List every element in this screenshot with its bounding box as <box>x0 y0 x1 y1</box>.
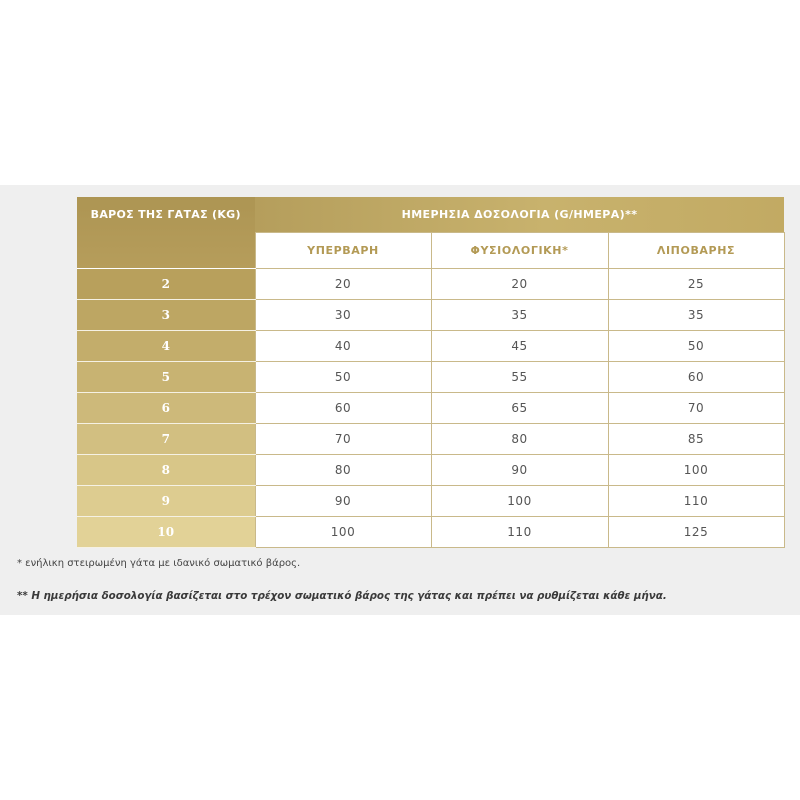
weight-cell: 8 <box>77 455 255 486</box>
value-cell-overweight: 90 <box>255 486 431 517</box>
value-cell-normal: 90 <box>431 455 608 486</box>
value-cell-normal: 35 <box>431 300 608 331</box>
value-cell-underweight: 125 <box>608 517 784 548</box>
value-cell-overweight: 20 <box>255 269 431 300</box>
weight-cell: 3 <box>77 300 255 331</box>
value-cell-underweight: 100 <box>608 455 784 486</box>
value-cell-normal: 100 <box>431 486 608 517</box>
table-row <box>77 424 784 455</box>
value-cell-overweight: 70 <box>255 424 431 455</box>
weight-cell: 6 <box>77 393 255 424</box>
value-cell-underweight: 35 <box>608 300 784 331</box>
value-cell-normal: 110 <box>431 517 608 548</box>
table-row <box>77 486 784 517</box>
table-row <box>77 517 784 548</box>
table-row <box>77 269 784 300</box>
value-cell-overweight: 50 <box>255 362 431 393</box>
table-row <box>77 331 784 362</box>
footnote-neutered: * ενήλικη στειρωμένη γάτα με ιδανικό σωματικό βάρος. <box>17 558 301 569</box>
value-cell-underweight: 60 <box>608 362 784 393</box>
weight-cell: 4 <box>77 331 255 362</box>
value-cell-underweight: 85 <box>608 424 784 455</box>
dosage-table <box>77 197 785 548</box>
table-row <box>77 393 784 424</box>
column-header-overweight: ΥΠΕΡΒΑΡΗ <box>255 232 431 268</box>
column-header-underweight: ΛΙΠΟΒΑΡΗΣ <box>608 232 784 268</box>
value-cell-normal: 45 <box>431 331 608 362</box>
weight-header: ΒΑΡΟΣ ΤΗΣ ΓΑΤΑΣ (KG) <box>77 197 255 269</box>
weight-cell: 7 <box>77 424 255 455</box>
table-row <box>77 455 784 486</box>
value-cell-overweight: 60 <box>255 393 431 424</box>
value-cell-underweight: 25 <box>608 269 784 300</box>
footnote-dosage: ** Η ημερήσια δοσολογία βασίζεται στο τρέχον σωματικό βάρος της γάτας και πρέπει να ρυθμίζεται κάθε μήνα. <box>17 590 667 602</box>
value-cell-overweight: 80 <box>255 455 431 486</box>
weight-cell: 2 <box>77 269 255 300</box>
table-row <box>77 362 784 393</box>
value-cell-overweight: 40 <box>255 331 431 362</box>
table-row <box>77 300 784 331</box>
value-cell-normal: 65 <box>431 393 608 424</box>
dosage-header: ΗΜΕΡΗΣΙΑ ΔΟΣΟΛΟΓΙΑ (G/ΗΜΕΡΑ)** <box>255 197 784 232</box>
weight-cell: 5 <box>77 362 255 393</box>
weight-cell: 9 <box>77 486 255 517</box>
value-cell-normal: 80 <box>431 424 608 455</box>
column-header-normal: ΦΥΣΙΟΛΟΓΙΚΗ* <box>431 232 608 268</box>
value-cell-normal: 20 <box>431 269 608 300</box>
value-cell-underweight: 70 <box>608 393 784 424</box>
weight-cell: 10 <box>77 517 255 548</box>
value-cell-overweight: 30 <box>255 300 431 331</box>
table-body <box>77 269 784 548</box>
value-cell-underweight: 110 <box>608 486 784 517</box>
value-cell-overweight: 100 <box>255 517 431 548</box>
value-cell-normal: 55 <box>431 362 608 393</box>
value-cell-underweight: 50 <box>608 331 784 362</box>
